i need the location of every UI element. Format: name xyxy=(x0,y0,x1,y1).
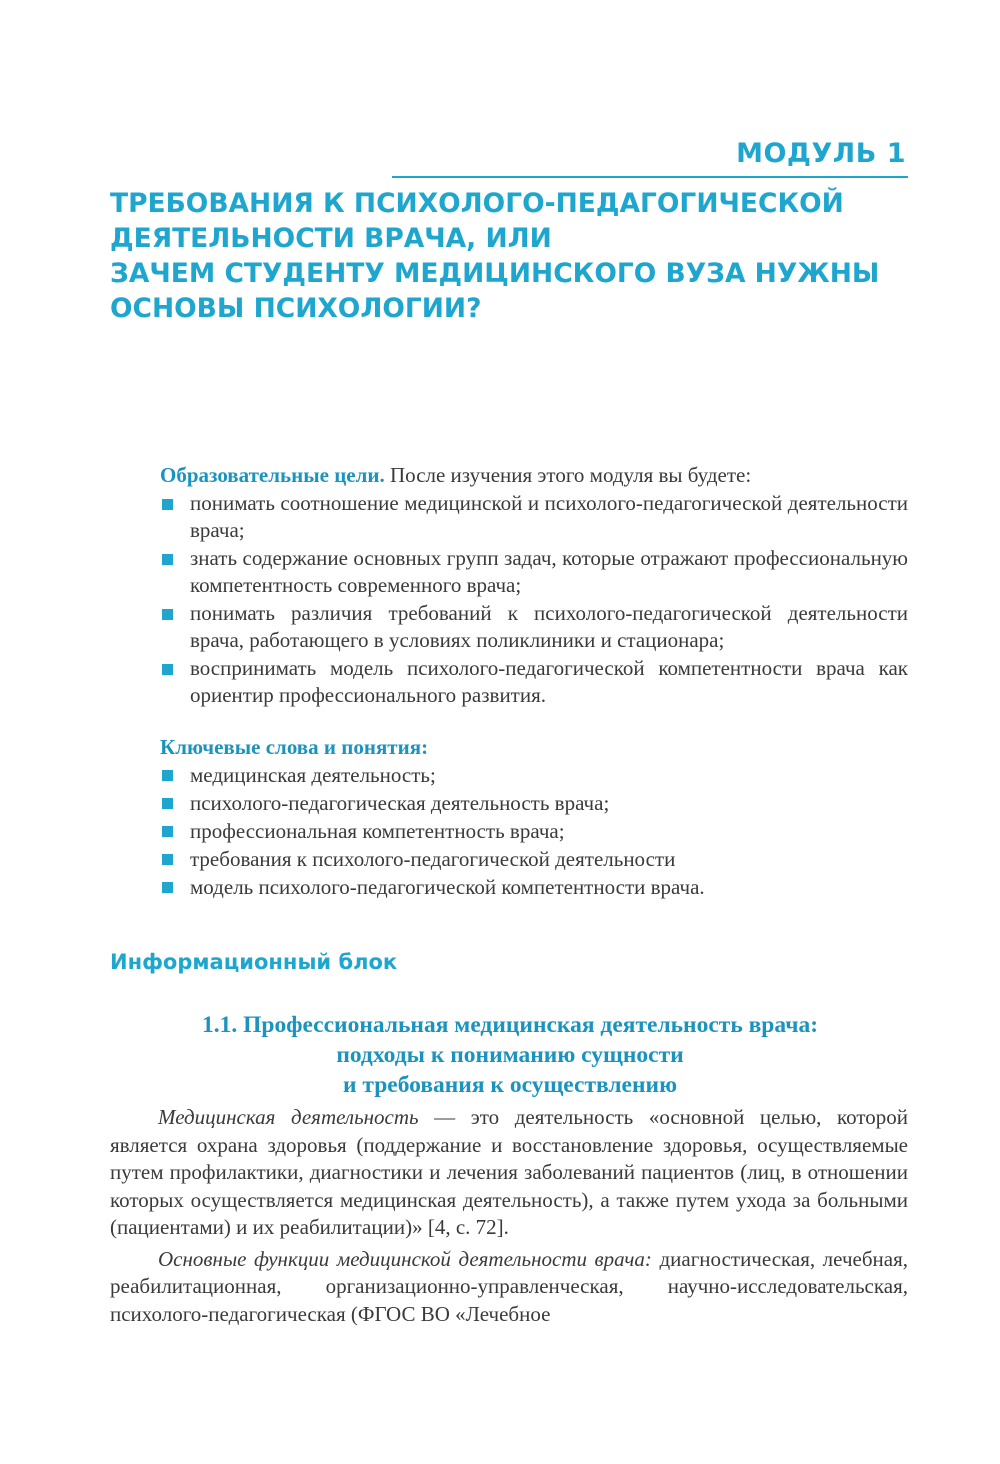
educational-goals xyxy=(160,462,908,710)
keyword-text: психолого-педагогическая деятельность врача; xyxy=(190,791,610,815)
list-item xyxy=(160,655,908,710)
list-item xyxy=(160,545,908,600)
square-bullet-icon xyxy=(162,664,173,675)
square-bullet-icon xyxy=(162,826,173,837)
goal-text: знать содержание основных групп задач, которые отражают профессиональную компетентность современного врача; xyxy=(190,545,908,597)
keywords-section xyxy=(160,733,908,901)
square-bullet-icon xyxy=(162,770,173,781)
keywords-list xyxy=(160,761,908,901)
list-item xyxy=(160,789,908,817)
goal-text: воспринимать модель психолого-педагогической компетентности врача как ориентир профессионального развития. xyxy=(190,655,908,707)
goal-text: понимать различия требований к психолого-педагогической деятельности врача, работающего в условиях поликлиники и стационара; xyxy=(190,600,908,652)
paragraph xyxy=(110,1104,908,1242)
body-text xyxy=(110,1104,908,1332)
paragraph-text: диагностическая, лечебная, реабилитационная, организационно-управленческая, научно-исследовательская, психолого-педагогическая (ФГОС ВО «Лечебное xyxy=(110,1246,908,1326)
list-item xyxy=(160,490,908,545)
list-item xyxy=(160,761,908,789)
module-title-line: ТРЕБОВАНИЯ К ПСИХОЛОГО-ПЕДАГОГИЧЕСКОЙ xyxy=(110,188,844,219)
section-heading xyxy=(110,1010,910,1100)
module-title-line: ОСНОВЫ ПСИХОЛОГИИ? xyxy=(110,293,482,324)
keyword-text: требования к психолого-педагогической деятельности xyxy=(190,847,676,871)
module-title-line: ЗАЧЕМ СТУДЕНТУ МЕДИЦИНСКОГО ВУЗА НУЖНЫ xyxy=(110,258,880,289)
module-title xyxy=(110,186,910,326)
keywords-title: Ключевые слова и понятия: xyxy=(160,735,429,759)
defined-term: Основные функции медицинской деятельности врача: xyxy=(158,1246,652,1271)
keyword-text: модель психолого-педагогической компетентности врача. xyxy=(190,875,705,899)
module-divider xyxy=(392,176,908,178)
section-heading-line: и требования к осуществлению xyxy=(342,1072,678,1098)
keyword-text: профессиональная компетентность врача; xyxy=(190,819,565,843)
module-title-line: ДЕЯТЕЛЬНОСТИ ВРАЧА, ИЛИ xyxy=(110,223,552,254)
goals-intro xyxy=(160,462,908,490)
square-bullet-icon xyxy=(162,554,173,565)
square-bullet-icon xyxy=(162,882,173,893)
square-bullet-icon xyxy=(162,499,173,510)
paragraph-text: — это деятельность «основной целью, которой является охрана здоровья (поддержание и восстановление здоровья, осуществляемые путем профилактики, диагностики и лечения заболеваний пациентов (лиц, в отношении которых осуществляется медицинская деятельность), а также путем ухода за больными (пациентами) и их реабилитации)» [4, с. 72]. xyxy=(110,1105,908,1239)
defined-term: Медицинская деятельность xyxy=(158,1105,419,1129)
keyword-text: медицинская деятельность; xyxy=(190,763,436,787)
list-item xyxy=(160,873,908,901)
list-item xyxy=(160,817,908,845)
section-heading-line: подходы к пониманию сущности xyxy=(336,1042,684,1068)
module-label: МОДУЛЬ 1 xyxy=(736,138,906,169)
list-item xyxy=(160,845,908,873)
square-bullet-icon xyxy=(162,854,173,865)
goals-label: Образовательные цели. xyxy=(160,463,385,487)
goals-list xyxy=(160,490,908,710)
info-block-heading: Информационный блок xyxy=(110,950,398,974)
list-item xyxy=(160,600,908,655)
goal-text: понимать соотношение медицинской и психолого-педагогической деятельности врача; xyxy=(190,490,908,542)
paragraph xyxy=(110,1246,908,1329)
section-heading-line: 1.1. Профессиональная медицинская деятельность врача: xyxy=(201,1012,819,1038)
square-bullet-icon xyxy=(162,798,173,809)
goals-intro-text: После изучения этого модуля вы будете: xyxy=(384,463,752,487)
square-bullet-icon xyxy=(162,609,173,620)
